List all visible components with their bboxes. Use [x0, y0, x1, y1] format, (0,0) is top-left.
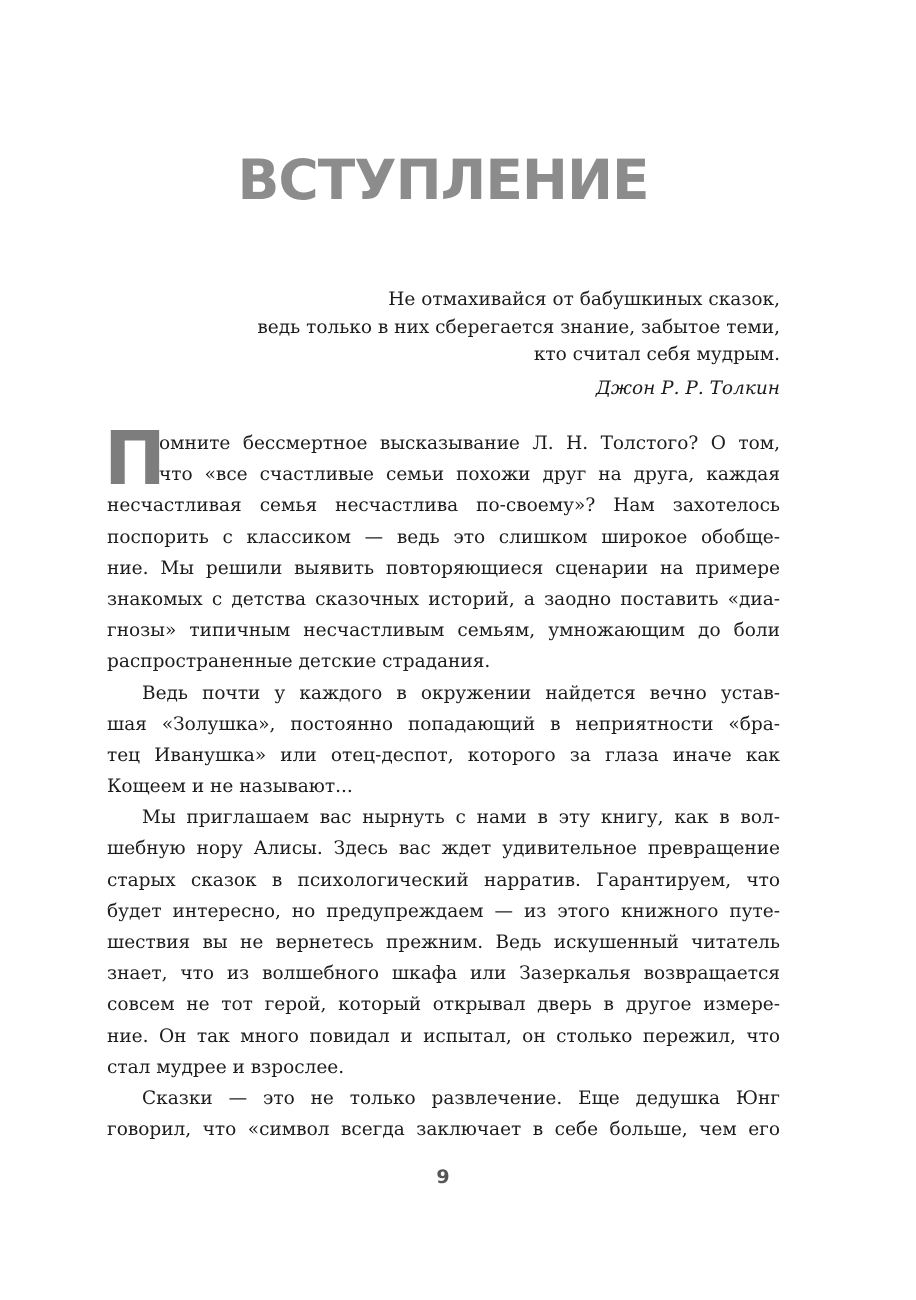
text-line: стал мудрее и взрослее.	[107, 1056, 345, 1078]
text-line: поспорить с классиком — ведь это слишком широкое обобще-	[107, 526, 780, 548]
text-line: распространенные детские страдания.	[107, 651, 491, 673]
paragraph-2	[107, 678, 780, 803]
epigraph-author: Джон Р. Р. Толкин	[595, 377, 780, 399]
text-line: шая «Золушка», постоянно попадающий в неприятности «бра-	[107, 713, 780, 735]
text-line: Ведь почти у каждого в окружении найдется вечно устав-	[142, 682, 780, 704]
epigraph-line: Не отмахивайся от бабушкиных сказок,	[388, 289, 780, 310]
epigraph	[107, 286, 780, 402]
text-line: что «все счастливые семьи похожи друг на друга, каждая	[159, 464, 780, 486]
text-line: Сказки — это не только развлечение. Еще дедушка Юнг	[142, 1087, 780, 1109]
drop-cap: П	[104, 416, 166, 502]
text-line: говорил, что «символ всегда заключает в себе больше, чем его	[107, 1119, 780, 1141]
text-line: знает, что из волшебного шкафа или Зазеркалья возвращается	[107, 963, 780, 985]
text-line: будет интересно, но предупреждаем — из этого книжного путе-	[107, 900, 780, 922]
text-line: шествия вы не вернетесь прежним. Ведь искушенный читатель	[107, 932, 780, 953]
text-line: тец Иванушка» или отец-деспот, которого за глаза иначе как	[107, 744, 780, 766]
chapter-title: ВСТУПЛЕНИЕ	[237, 148, 649, 212]
text-line: Мы приглашаем вас нырнуть с нами в эту книгу, как в вол-	[142, 807, 780, 829]
text-line: ние. Он так много повидал и испытал, он столько пережил, что	[107, 1025, 780, 1047]
text-line: несчастливая семья несчастлива по-своему»? Нам захотелось	[107, 495, 780, 517]
text-line: омните бессмертное высказывание Л. Н. Толстого? О том,	[159, 433, 780, 454]
paragraph-4	[107, 1083, 780, 1145]
text-line: старых сказок в психологический нарратив. Гарантируем, что	[107, 869, 780, 891]
paragraph-1	[107, 428, 780, 678]
text-line: знакомых с детства сказочных историй, а заодно поставить «диа-	[107, 588, 780, 610]
paragraph-3	[107, 802, 780, 1083]
epigraph-line: кто считал себя мудрым.	[533, 344, 780, 365]
text-line: шебную нору Алисы. Здесь вас ждет удивительное превращение	[107, 838, 780, 860]
page-number: 9	[436, 1166, 450, 1188]
text-line: совсем не тот герой, который открывал дверь в другое измере-	[107, 994, 780, 1016]
text-line: гнозы» типичным несчастливым семьям, умножающим до боли	[107, 620, 780, 642]
epigraph-line: ведь только в них сберегается знание, забытое теми,	[257, 316, 780, 338]
body-text	[104, 416, 780, 1145]
text-line: ние. Мы решили выявить повторяющиеся сценарии на примере	[107, 557, 780, 579]
text-line: Кощеем и не называют...	[107, 776, 353, 798]
